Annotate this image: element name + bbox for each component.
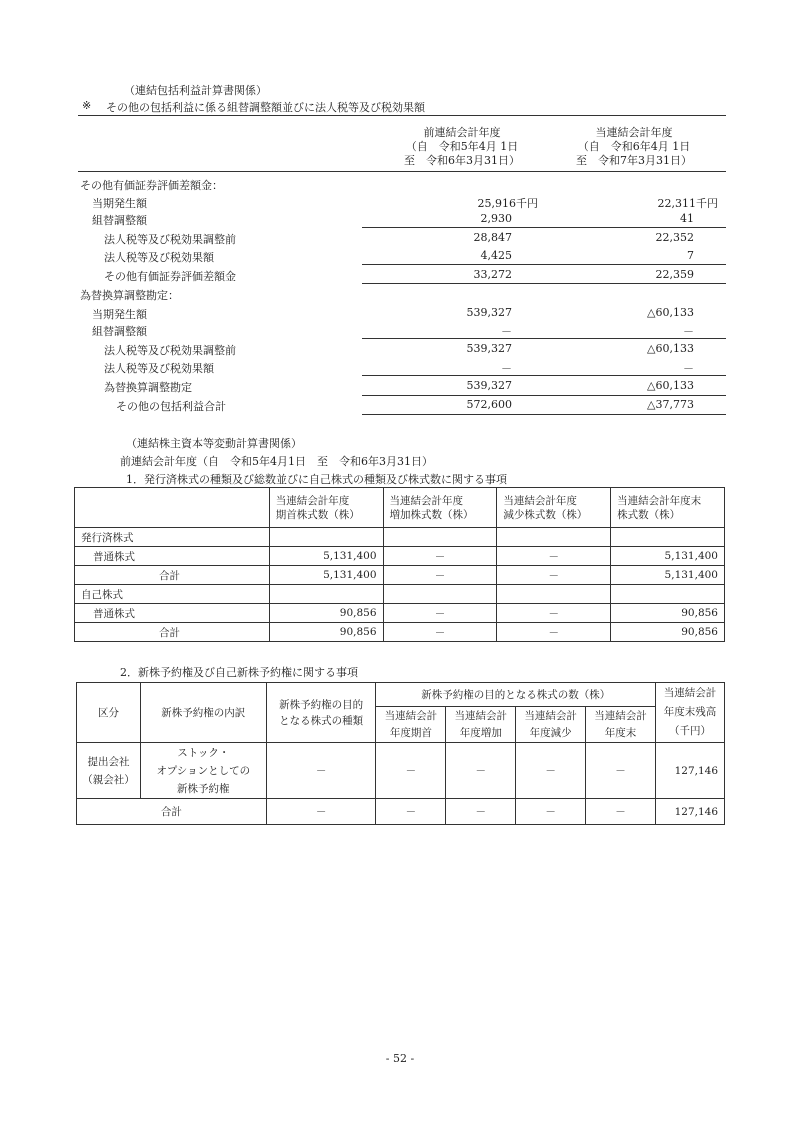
cell: －	[383, 623, 497, 642]
cell	[497, 528, 611, 547]
row-curr-value: 22,311千円	[657, 197, 718, 210]
row-prev-value: 28,847	[473, 231, 512, 244]
total-rule-top	[362, 395, 726, 396]
cell	[611, 528, 725, 547]
table-row	[75, 623, 725, 642]
header-cell: 当連結会計年度 減少株式数（株）	[497, 488, 611, 528]
cell: 90,856	[269, 604, 383, 623]
table-row	[75, 604, 725, 623]
row-prev-value: 2,930	[480, 212, 512, 225]
cell: －	[497, 604, 611, 623]
subheader-cell: 当連結会計 年度減少	[516, 707, 586, 743]
shares-table	[74, 487, 725, 642]
header-shurui: 新株予約権の目的 となる株式の種類	[266, 683, 376, 743]
row-curr-value: 41	[680, 212, 694, 225]
row-label: 合計	[75, 623, 270, 642]
row-curr-value: －	[683, 325, 694, 338]
row-label: 法人税等及び税効果調整前	[104, 233, 236, 246]
cell: 5,131,400	[611, 566, 725, 585]
row-label: 法人税等及び税効果額	[104, 362, 214, 375]
row-label: 当期発生額	[92, 308, 147, 321]
table-row	[75, 528, 725, 547]
shurui-cell: －	[266, 799, 376, 825]
table-total-row	[77, 799, 725, 825]
cell: 5,131,400	[269, 547, 383, 566]
cell	[611, 585, 725, 604]
page-number: - 52 -	[385, 1052, 415, 1065]
naiyo-cell: ストック・ オプションとしての 新株予約権	[140, 743, 266, 799]
section1-heading: （連結包括利益計算書関係）	[124, 84, 267, 97]
table-row	[75, 547, 725, 566]
row-curr-value: △37,773	[647, 398, 694, 411]
zandaka-cell: 127,146	[655, 799, 724, 825]
cell: －	[376, 743, 446, 799]
warrants-table	[76, 682, 725, 825]
cell: －	[446, 743, 516, 799]
row-prev-value: 572,600	[466, 398, 512, 411]
header-zandaka: 当連結会計 年度末残高 （千円）	[655, 683, 724, 743]
row-prev-value: －	[501, 325, 512, 338]
cell	[383, 585, 497, 604]
table-header-row	[77, 683, 725, 707]
cell: －	[383, 547, 497, 566]
row-curr-value: △60,133	[647, 306, 694, 319]
header-kubun: 区分	[77, 683, 141, 743]
cell: －	[376, 799, 446, 825]
row-curr-value: 22,352	[655, 231, 694, 244]
row-label: 為替換算調整勘定：	[80, 289, 179, 302]
section2-period: 前連結会計年度（自 令和5年4月1日 至 令和6年3月31日）	[120, 455, 433, 468]
row-label: 法人税等及び税効果額	[104, 251, 214, 264]
section2-sub2: 2．新株予約権及び自己新株予約権に関する事項	[120, 666, 358, 679]
header-group: 新株予約権の目的となる株式の数（株）	[376, 683, 656, 707]
col-curr-line1: 当連結会計年度	[595, 126, 673, 139]
row-label: 組替調整額	[92, 214, 147, 227]
section2-heading: （連結株主資本等変動計算書関係）	[126, 437, 302, 450]
cell: －	[516, 799, 586, 825]
row-label: 為替換算調整勘定	[104, 381, 192, 394]
header-cell: 当連結会計年度 期首株式数（株）	[269, 488, 383, 528]
cell: －	[586, 799, 656, 825]
cell: 5,131,400	[611, 547, 725, 566]
cell: －	[497, 547, 611, 566]
cell	[269, 585, 383, 604]
subtotal-rule	[362, 227, 726, 228]
table-row	[75, 585, 725, 604]
cell: －	[516, 743, 586, 799]
zandaka-cell: 127,146	[655, 743, 724, 799]
cell	[497, 585, 611, 604]
cell: 90,856	[611, 623, 725, 642]
table-row	[75, 566, 725, 585]
cell: －	[586, 743, 656, 799]
table-header-row	[75, 488, 725, 528]
row-label: 法人税等及び税効果調整前	[104, 344, 236, 357]
row-label: その他有価証券評価差額金：	[80, 179, 223, 192]
note-title: その他の包括利益に係る組替調整額並びに法人税等及び税効果額	[106, 101, 425, 114]
row-prev-value: 33,272	[473, 268, 512, 281]
row-label: その他の包括利益合計	[116, 400, 226, 413]
row-label: 合計	[75, 566, 270, 585]
col-prev-line1: 前連結会計年度	[423, 126, 501, 139]
top-rule	[78, 115, 726, 116]
col-prev-line2: （自 令和5年4月 1日	[405, 140, 519, 153]
table-row	[77, 743, 725, 799]
row-prev-value: 539,327	[466, 306, 512, 319]
subtotal-rule	[362, 283, 726, 284]
col-curr-line2: （自 令和6年4月 1日	[577, 140, 691, 153]
cell	[383, 528, 497, 547]
header-naiyo: 新株予約権の内訳	[140, 683, 266, 743]
header-blank	[75, 488, 270, 528]
row-label: 自己株式	[75, 585, 270, 604]
subtotal-rule	[362, 264, 726, 265]
subtotal-rule	[362, 375, 726, 376]
col-prev-line3: 至 令和6年3月31日）	[404, 154, 520, 167]
row-label: 普通株式	[75, 604, 270, 623]
shurui-cell: －	[266, 743, 376, 799]
row-label: 発行済株式	[75, 528, 270, 547]
cell: 90,856	[269, 623, 383, 642]
subheader-cell: 当連結会計 年度末	[586, 707, 656, 743]
row-label: 当期発生額	[92, 197, 147, 210]
row-curr-value: △60,133	[647, 379, 694, 392]
row-curr-value: 7	[687, 249, 694, 262]
row-curr-value: 22,359	[655, 268, 694, 281]
header-cell: 当連結会計年度 増加株式数（株）	[383, 488, 497, 528]
row-label: 普通株式	[75, 547, 270, 566]
row-prev-value: 539,327	[466, 379, 512, 392]
subheader-cell: 当連結会計 年度期首	[376, 707, 446, 743]
header-cell: 当連結会計年度末 株式数（株）	[611, 488, 725, 528]
cell: －	[383, 566, 497, 585]
note-mark: ※	[82, 99, 92, 112]
section2-sub1: 1．発行済株式の種類及び総数並びに自己株式の種類及び株式数に関する事項	[126, 473, 507, 486]
cell: －	[446, 799, 516, 825]
cell: 90,856	[611, 604, 725, 623]
row-prev-value: 539,327	[466, 342, 512, 355]
cell	[269, 528, 383, 547]
header-rule	[78, 171, 726, 172]
total-rule-bottom	[362, 414, 726, 415]
col-curr-line3: 至 令和7年3月31日）	[576, 154, 692, 167]
row-prev-value: 4,425	[480, 249, 512, 262]
kubun-cell: 提出会社 （親会社）	[77, 743, 141, 799]
row-curr-value: △60,133	[647, 342, 694, 355]
cell: －	[497, 566, 611, 585]
cell: 5,131,400	[269, 566, 383, 585]
cell: －	[497, 623, 611, 642]
subtotal-rule	[362, 338, 726, 339]
total-label: 合計	[77, 799, 267, 825]
row-prev-value: 25,916千円	[477, 197, 538, 210]
cell: －	[383, 604, 497, 623]
row-prev-value: －	[501, 362, 512, 375]
subheader-cell: 当連結会計 年度増加	[446, 707, 516, 743]
row-curr-value: －	[683, 362, 694, 375]
row-label: 組替調整額	[92, 325, 147, 338]
row-label: その他有価証券評価差額金	[104, 270, 236, 283]
